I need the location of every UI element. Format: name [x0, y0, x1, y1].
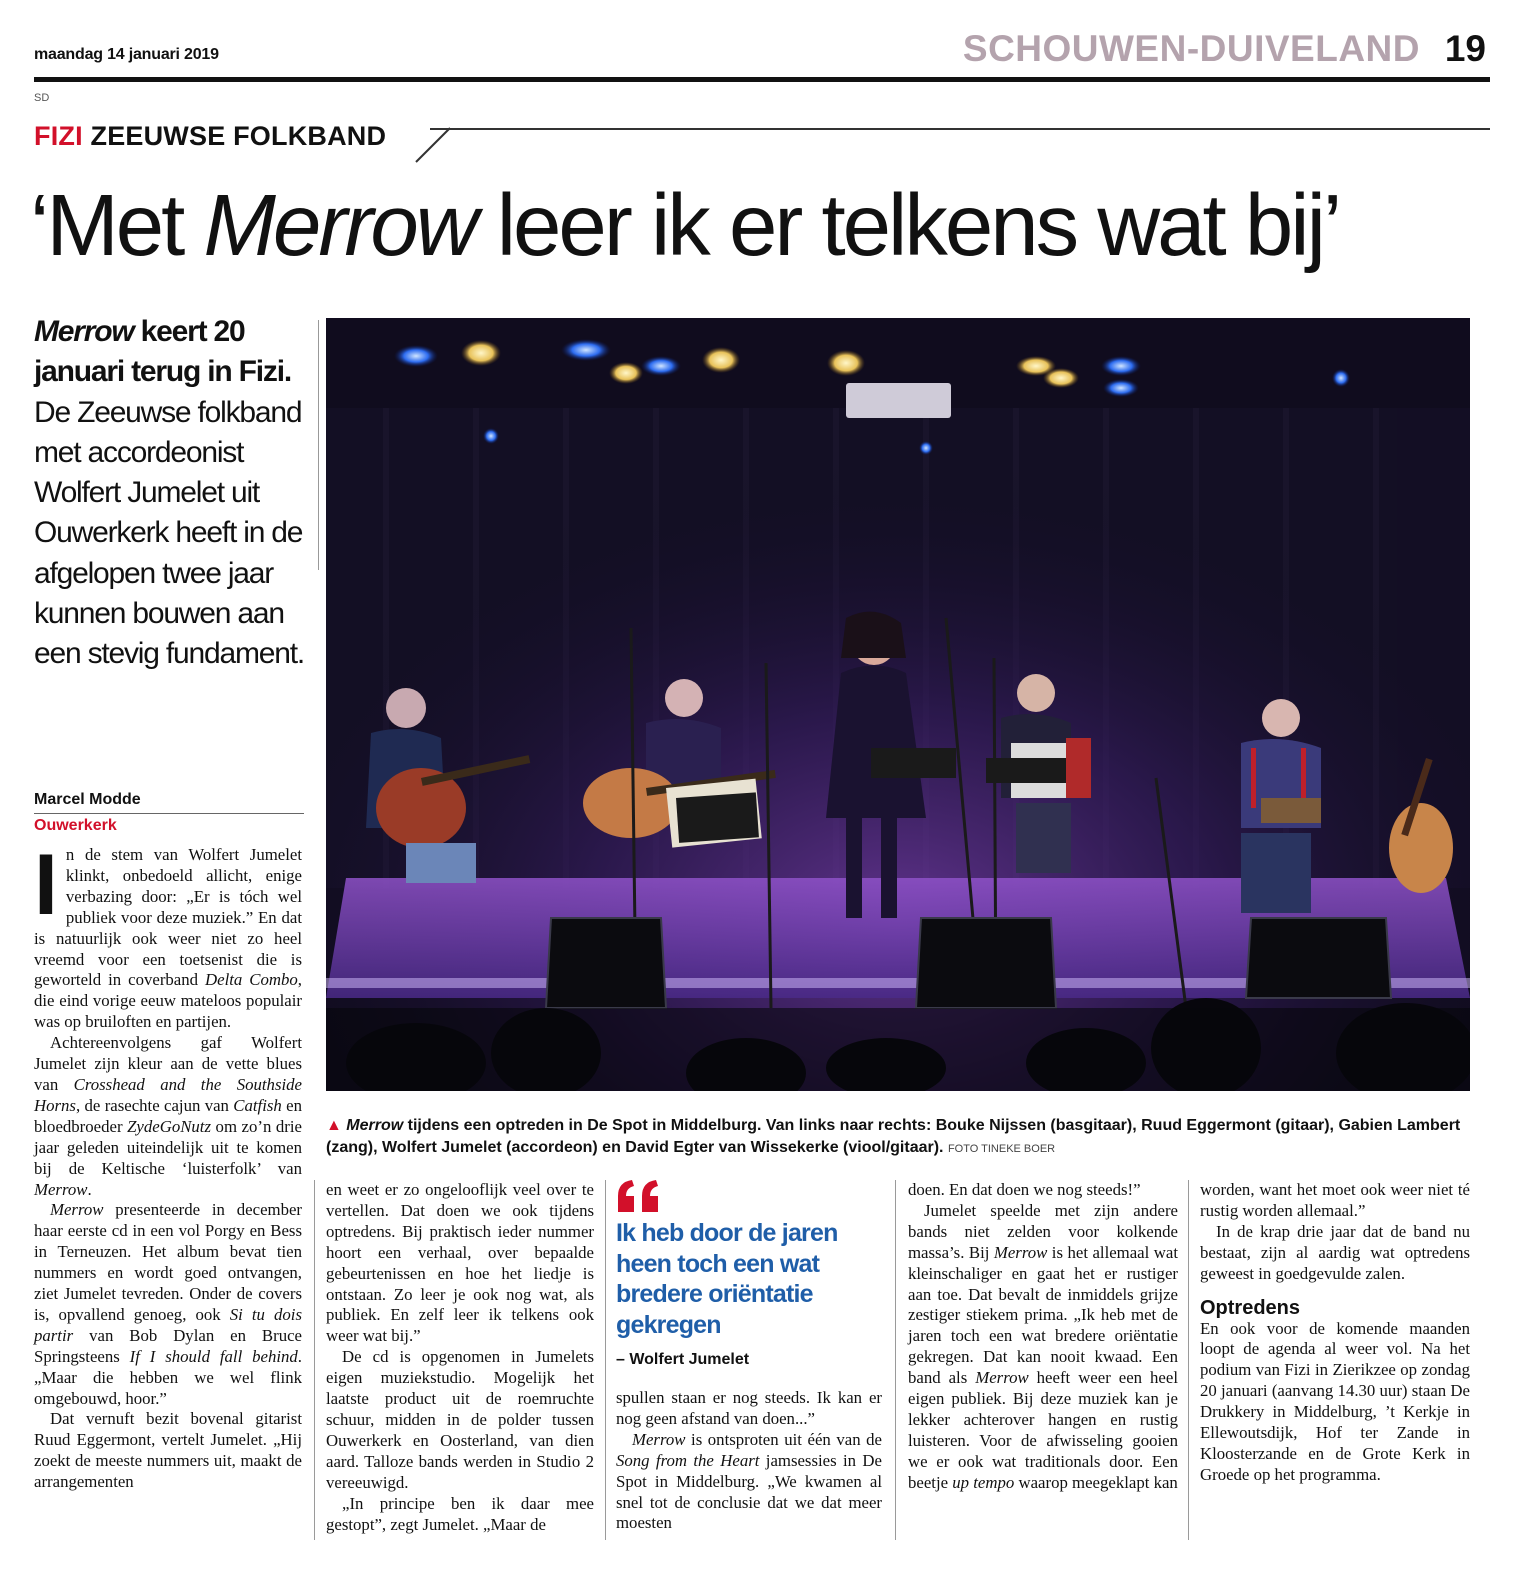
byline-rule — [34, 813, 304, 814]
kicker-topic: ZEEUWSE FOLKBAND — [90, 121, 387, 151]
subhead-optredens: Optredens — [1200, 1296, 1301, 1319]
dropcap: I — [34, 837, 58, 933]
page-number: 19 — [1444, 28, 1486, 69]
column-rule — [605, 1180, 606, 1540]
caption-triangle-icon: ▲ — [326, 1117, 347, 1134]
intro-bold: keert 20 januari terug in Fizi. — [34, 315, 291, 389]
kicker-rule — [430, 128, 1490, 130]
section-title: SCHOUWEN-DUIVELAND — [962, 28, 1420, 69]
column-rule — [895, 1180, 896, 1540]
headline-band: Merrow — [203, 177, 476, 274]
intro-band: Merrow — [34, 315, 134, 348]
pull-quote: Ik heb door de jaren heen toch een wat bredere oriëntatie gekregen — [616, 1219, 838, 1339]
body-column-4: doen. En dat doen we nog steeds!” Jumelet speelde met zijn andere bands niet zelden voor kolkende massa’s. Bij Merrow is het allemaal wat kleinschaliger en gaat het er rustiger aan toe. Dat bevalt de inmiddels grijze zestiger stiekem prima. „Ik heb met de jaren toch een wat bredere oriëntatie gekregen. Dat kan nooit kwaad. Een band als Merrow heeft weer een heel eigen publiek. Bij deze muziek kan je lekker achterover hangen en rustig luisteren. Voor de afwisseling gooien we er ook wat traditionals door. Een beetje up tempo waarop meegeklapt kan — [908, 1180, 1178, 1492]
intro-paragraph — [34, 312, 306, 675]
photo-caption — [326, 1115, 1470, 1160]
body-column-1: In de stem van Wolfert Jumelet klinkt, onbedoeld allicht, enige verbazing door: „Er is tóch wel publiek voor deze muziek.” En dat is natuurlijk ook weer niet zo heel vreemd voor een toetsenist die is geworteld in coverband Delta Combo, die eind vorige eeuw mateloos populair was op bruiloften en partijen. Achtereenvolgens gaf Wolfert Jumelet zijn kleur aan de vette blues van Crosshead and the Southside Horns, de rasechte cajun van Catfish en bloedbroeder ZydeGoNutz om zo’n drie jaar geleden uiteindelijk uit te komen bij de Keltische ‘luisterfolk’ van Merrow. Merrow presenteerde in december haar eerste cd in een vol Porgy en Bess in Terneuzen. Het album bevat tien nummers en wordt goed ontvangen, ziet Jumelet tevreden. Onder de covers is, opvallend genoeg, ook Si tu dois partir van Bob Dylan en Bruce Springsteens If I should fall behind. „Maar die hebben we wel flink omgebouwd, hoor.” Dat vernuft bezit bovenal gitarist Ruud Eggermont, vertelt Jumelet. „Hij zoekt de meeste nummers uit, maakt de arrangementen — [34, 837, 303, 1492]
masthead-rule — [34, 77, 1490, 82]
intro-rest: De Zeeuwse folkband met accordeonist Wolfert Jumelet uit Ouwerkerk heeft in de afgelopen twee jaar kunnen bouwen aan een stevig fundament. — [34, 395, 304, 671]
concert-photo — [326, 318, 1470, 1091]
headline — [30, 177, 1340, 274]
body-column-3: spullen staan er nog steeds. Ik kan er nog geen afstand van doen...” Merrow is ontsproten uit één van de Song from the Heart jamsessies in De Spot in Middelburg. „We kwamen al snel tot de conclusie dat we dat meer moesten — [616, 1388, 882, 1533]
column-rule — [314, 1180, 315, 1540]
edition-code: SD — [34, 92, 50, 104]
caption-band: Merrow — [346, 1117, 404, 1134]
pull-quote-attribution: – Wolfert Jumelet — [616, 1351, 750, 1368]
column-rule — [1188, 1180, 1189, 1540]
kicker-slash-decoration — [414, 126, 454, 164]
caption-text: tijdens een optreden in De Spot in Middelburg. Van links naar rechts: Bouke Nijssen (basgitaar), Ruud Eggermont (gitaar), Gabien Lambert (zang), Wolfert Jumelet (accordeon) en David Egter van Wissekerke (viool/gitaar). — [326, 1117, 1461, 1156]
quote-mark-icon — [616, 1178, 662, 1214]
dateline-place: Ouwerkerk — [34, 817, 117, 834]
issue-date: maandag 14 januari 2019 — [34, 46, 219, 63]
byline-author: Marcel Modde — [34, 791, 141, 808]
body-column-5: worden, want het moet ook weer niet té rustig worden allemaal.” In de krap drie jaar dat de band nu bestaat, zijn al aardig wat optredens geweest in goedgevulde zalen. Optredens En ook voor de komende maanden loopt de agenda al weer vol. Na het podium van Fizi in Zierikzee op zondag 20 januari (aanvang 14.30 uur) staan De Drukkery in Middelburg, ’t Kerkje in Ellewoutsdijk, Hof ter Zande in Kloosterzande en de Grote Kerk in Groede op het programma. — [1200, 1180, 1470, 1484]
kicker-label: FIZI — [34, 121, 83, 151]
headline-pre: ‘Met — [30, 177, 204, 274]
intro-divider — [318, 320, 319, 570]
photo-credit: FOTO TINEKE BOER — [947, 1142, 1056, 1155]
kicker — [34, 121, 386, 152]
headline-post: leer ik er telkens wat bij’ — [475, 177, 1340, 274]
body-column-2: en weet er zo ongelooflijk veel over te vertellen. Dat doen we ook tijdens optredens. Bij praktisch ieder nummer hoort een verhaal, over bepaalde gebeurtenissen en hoe het liedje is ontstaan. Zo leer je ook nog wat, als publiek. En zelf leer ik telkens ook weer wat bij.” De cd is opgenomen in Jumelets eigen muziekstudio. Mogelijk het laatste product uit de roemruchte schuur, midden in de polder tussen Ouwerkerk en Oosterland, van dien aard. Talloze bands werden in Studio 2 vereeuwigd. „In principe ben ik daar mee gestopt”, zegt Jumelet. „Maar de — [326, 1180, 594, 1534]
